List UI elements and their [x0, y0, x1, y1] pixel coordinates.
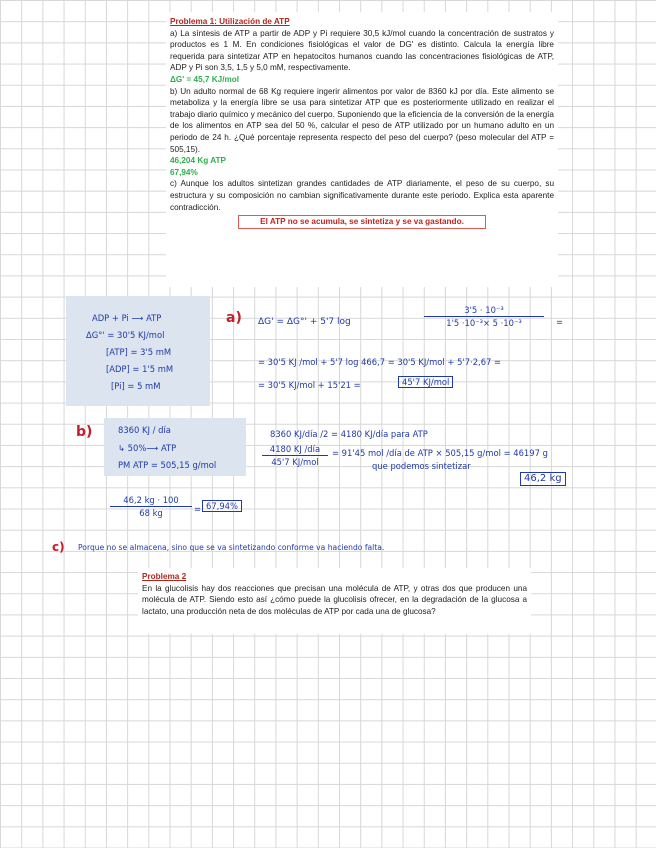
eq-a-fraction: [424, 306, 544, 328]
eq-a-line-3: = 30'5 KJ/mol + 15'21 =: [258, 380, 361, 390]
answer-b1: 46,204 Kg ATP: [170, 156, 226, 166]
data-b-line-1: 8360 KJ / día: [118, 425, 171, 435]
eq-b-fraction: [262, 445, 328, 467]
eq-a-result-box: 45'7 KJ/mol: [398, 376, 453, 388]
problema-2-text: En la glucolisis hay dos reacciones que precisan una molécula de ATP, y otras dos que producen una molécula de ATP. Siendo esto así ¿cómo puede la glucolisis ofrecer, en la degradación de la glucosa a lactato, una producción neta de dos moléculas de ATP por cada una de glucosa?: [142, 583, 527, 616]
problema-2-card: [138, 568, 531, 634]
eq-a-denominator: 1'5 ·10⁻³× 5 ·10⁻³: [446, 318, 522, 329]
eq-b-line-1: 8360 KJ/día /2 = 4180 KJ/día para ATP: [270, 429, 428, 439]
part-a-text: a) La síntesis de ATP a partir de ADP y Pi requiere 30,5 kJ/mol cuando la concentración de sustratos y productos es 1 M. En condiciones fisiológicas el valor de DG' es distinto. Calcula la energía libre requerida para sintetizar ATP en hepatocitos humanos cuando las concentraciones fisiológicas de ATP, ADP y Pi son 3,5, 1,5 y 5,0 mM, respectivamente.: [170, 28, 554, 73]
label-a: a): [226, 310, 242, 326]
part-b-text: b) Un adulto normal de 68 Kg requiere ingerir alimentos por valor de 8360 kJ por día. Este alimento se metaboliza y la energía libre se usa para sintetizar ATP que es posteriormente utilizado en realizar el trabajo diario químico y mecánico del cuerpo. Suponiendo que la eficiencia de la conversión de la energía de los alimentos en ATP sea del 50 %, calcular el peso de ATP utilizado por un humano adulto en un periodo de 24 h. ¿Qué porcentaje representa respecto del peso del cuerpo? (peso molecular del ATP = 505,15).: [170, 86, 554, 154]
eq-a-numerator: 3'5 · 10⁻³: [464, 305, 504, 315]
eq-a-line-2: = 30'5 KJ /mol + 5'7 log 466,7 = 30'5 KJ/mol + 5'7·2,67 =: [258, 357, 502, 367]
eq-b-numerator: 4180 KJ /día: [269, 444, 321, 454]
problema-1-card: [166, 12, 558, 287]
answer-b2: 67,94%: [170, 167, 198, 177]
data-b-line-2: ↳ 50%⟶ ATP: [118, 443, 177, 453]
answer-a: ΔG' = 45,7 KJ/mol: [170, 74, 240, 84]
pct-result-box: 67,94%: [202, 500, 242, 512]
problema-1-subtitle: : Utilización de ATP: [214, 17, 290, 26]
c-answer: Porque no se almacena, sino que se va sintetizando conforme va haciendo falta.: [78, 543, 385, 552]
eq-b-mid-2: que podemos sintetizar: [372, 461, 471, 471]
pct-numerator: 46,2 kg · 100: [123, 495, 179, 505]
part-c-text: c) Aunque los adultos sintetizan grandes cantidades de ATP diariamente, el peso de su cuerpo, su estructura y su composición no cambian significativamente durante este periodo. Explica esta aparente contradicción.: [170, 179, 554, 212]
data-b-line-3: PM ATP = 505,15 g/mol: [118, 460, 217, 470]
label-c: c): [52, 540, 65, 554]
eq-b-fraction-bar: [262, 455, 328, 456]
answer-c: El ATP no se acumula, se sintetiza y se va gastando.: [238, 215, 486, 229]
data-a-line-1: ADP + Pi ⟶ ATP: [92, 313, 162, 323]
data-a-line-3: [ATP] = 3'5 mM: [106, 347, 172, 357]
data-a-line-4: [ADP] = 1'5 mM: [106, 364, 174, 374]
problema-1-heading: [170, 16, 554, 28]
eq-b-result-box: 46,2 kg: [520, 472, 566, 486]
label-b: b): [76, 424, 93, 440]
eq-b-denominator: 45'7 KJ/mol: [271, 457, 319, 468]
eq-a-fraction-bar: [424, 316, 544, 317]
pct-fraction: [110, 496, 192, 518]
data-a-line-2: ΔG°' = 30'5 KJ/mol: [86, 330, 165, 340]
pct-equals: =: [194, 504, 202, 514]
problema-1-title: Problema 1: [170, 17, 215, 26]
eq-a-lhs: ΔG' = ΔG°' + 5'7 log: [258, 317, 351, 327]
problema-2-title: Problema 2: [142, 572, 187, 581]
data-a-line-5: [Pi] = 5 mM: [111, 381, 161, 391]
pct-denominator: 68 kg: [139, 508, 163, 519]
pct-fraction-bar: [110, 506, 192, 507]
eq-b-mid: = 91'45 mol /día de ATP × 505,15 g/mol = 46197 g: [332, 448, 548, 458]
eq-a-equals: =: [556, 317, 564, 327]
